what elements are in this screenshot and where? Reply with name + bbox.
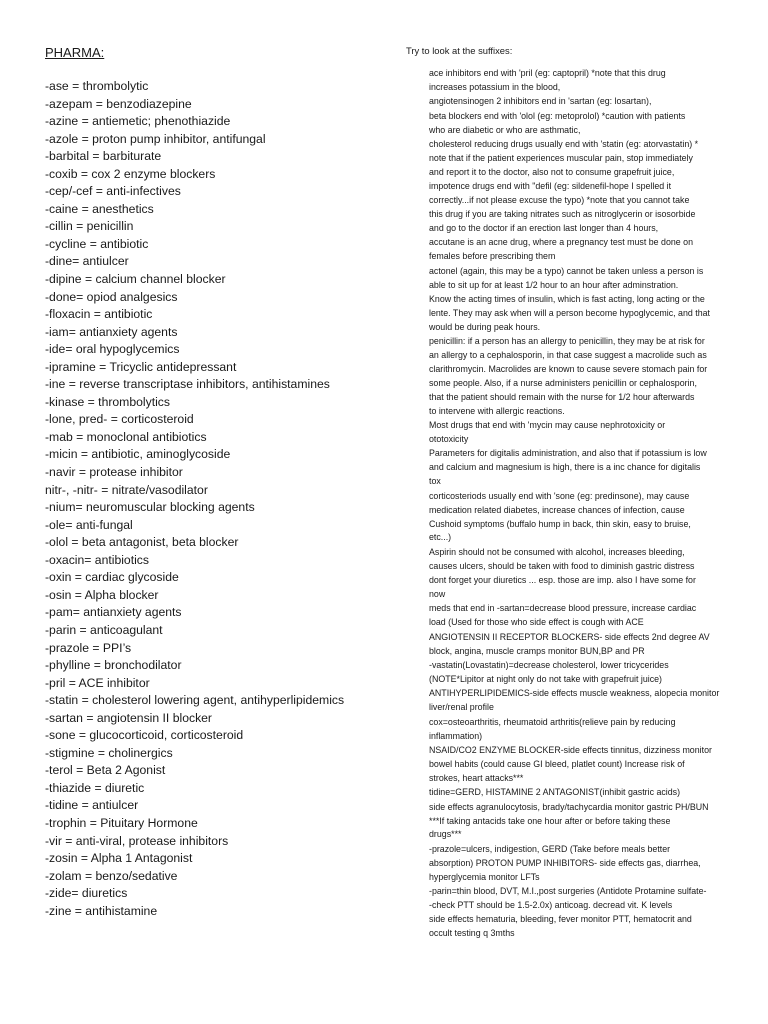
suffix-item: -statin = cholesterol lowering agent, antihyperlipidemics xyxy=(45,693,345,708)
tip-text: penicillin: if a person has an allergy to penicillin, they may be at risk for an allergy to a cephalosporin, in that case suggest a macrolide such as clarithromycin. Macrolides are known to cause severe stomach pain for some people. Also, if a nurse administers penicillin or cephalosporin, that the patient should remain with the nurse for 1/2 hour afterwards to intervene with allergic reactions. xyxy=(429,336,708,416)
suffix-item: -micin = antibiotic, aminoglycoside xyxy=(45,447,231,462)
suffix-item: -oxacin= antibiotics xyxy=(45,552,149,567)
tip-text: Most drugs that end with 'mycin may cause nephrotoxicity or ototoxicity xyxy=(429,420,666,445)
tip-text: NSAID/CO2 ENZYME BLOCKER-side effects tinnitus, dizziness monitor bowel habits (could cause GI bleed, platlet count) Increase risk of strokes, heart attacks*** xyxy=(429,745,712,783)
tip-item xyxy=(406,716,726,744)
tip-text: -prazole=ulcers, indigestion, GERD (Take before meals better absorption) PROTON PUMP INHIBITORS- side effects gas, diarrhea, hyperglycemia monitor LFTs xyxy=(429,843,701,882)
tip-text: -parin=thin blood, DVT, M.I.,post surgeries (Antidote Protamine sulfate- -check PTT should be 1.5-2.0x) anticoag. decread vit. K levels xyxy=(429,886,707,910)
tip-text: side effects hematuria, bleeding, fever monitor PTT, hematocrit and occult testing q 3mths xyxy=(429,914,692,939)
tip-item xyxy=(406,659,726,687)
page-title: PHARMA: xyxy=(45,45,105,60)
tip-text: beta blockers end with 'olol (eg: metoprolol) *caution with patients who are diabetic or who are asthmatic, xyxy=(429,110,686,135)
tip-item xyxy=(406,67,726,95)
tip-text: impotence drugs end with "defil (eg: sildenefil-hope I spelled it correctly...if not please excuse the typo) *note that you cannot take this drug if you are taking nitrates such as nitroglycerin or isosorbide and go to the doctor if an erection last longer than 4 hours, xyxy=(429,181,696,233)
suffix-item: -lone, pred- = corticosteroid xyxy=(45,412,194,427)
suffix-item: -sone = glucocorticoid, corticosteroid xyxy=(45,728,244,743)
tip-item xyxy=(406,490,726,546)
tip-text: Aspirin should not be consumed with alcohol, increases bleeding, causes ulcers, should be taken with food to diminish gastric distress xyxy=(429,546,695,571)
tip-item xyxy=(406,546,726,574)
tip-item xyxy=(406,180,726,236)
tip-text: actonel (again, this may be a typo) cannot be taken unless a person is able to sit up for at least 1/2 hour to an hour after adminstration. xyxy=(429,265,704,290)
suffix-item: -ole= anti-fungal xyxy=(45,517,133,532)
suffix-item: -sartan = angiotensin II blocker xyxy=(45,710,212,725)
suffix-item: -zolam = benzo/sedative xyxy=(45,868,178,883)
tip-text: meds that end in -sartan=decrease blood pressure, increase cardiac load (Used for those who side effect is cough with ACE xyxy=(429,603,697,628)
tip-text: accutane is an acne drug, where a pregnancy test must be done on females before prescribing them xyxy=(429,237,694,262)
suffix-item: -ide= oral hypoglycemics xyxy=(45,342,180,357)
tip-text: Know the acting times of insulin, which is fast acting, long acting or the lente. They may ask when will a person become hypoglycemic, and that would be during peak hours. xyxy=(429,294,711,332)
suffix-item: -cycline = antibiotic xyxy=(45,236,149,251)
tip-text: dont forget your diuretics ... esp. those are imp. also I have some for now xyxy=(429,575,696,600)
tips-list xyxy=(406,67,726,941)
tip-item xyxy=(406,602,726,630)
suffix-item: -zide= diuretics xyxy=(45,886,128,901)
tip-text: ANTIHYPERLIPIDEMICS-side effects muscle weakness, alopecia monitor liver/renal profile xyxy=(429,688,720,713)
suffix-item: -navir = protease inhibitor xyxy=(45,465,183,480)
tip-text: -vastatin(Lovastatin)=decrease cholesterol, lower tricycerides (NOTE*Lipitor at night only do not take with grapefruit juice) xyxy=(429,660,669,684)
suffix-item: -stigmine = cholinergics xyxy=(45,745,173,760)
suffix-item: -dine= antiulcer xyxy=(45,254,129,269)
tip-text: angiotensinogen 2 inhibitors end in 'sartan (eg: losartan), xyxy=(429,96,652,107)
suffix-item: -caine = anesthetics xyxy=(45,201,154,216)
tip-item xyxy=(406,419,726,447)
suffix-item: -dipine = calcium channel blocker xyxy=(45,272,226,287)
tip-text: cholesterol reducing drugs usually end with 'statin (eg: atorvastatin) * note that if the patient experiences muscular pain, stop immediately and report it to the doctor, also not to consume grapefruit juice, xyxy=(429,139,699,177)
suffix-item: -mab = monoclonal antibiotics xyxy=(45,429,207,444)
suffix-item: -cep/-cef = anti-infectives xyxy=(45,184,181,199)
suffix-column xyxy=(45,44,400,920)
suffix-item: -pril = ACE inhibitor xyxy=(45,675,150,690)
tip-text: corticosteriods usually end with 'sone (eg: predinsone), may cause medication related diabetes, increase chances of infection, cause Cushoid symptoms (buffalo hump in back, thin skin, easy to bruise, etc...) xyxy=(429,490,691,543)
tip-item xyxy=(406,574,726,602)
suffix-item: -azine = antiemetic; phenothiazide xyxy=(45,114,231,129)
suffix-list xyxy=(45,78,400,920)
tip-item xyxy=(406,95,726,109)
tip-text: cox=osteoarthritis, rheumatoid arthritis(relieve pain by reducing inflammation) xyxy=(429,716,676,741)
tip-text: Parameters for digitalis administration, and also that if potassium is low and calcium and magnesium is high, there is a inc chance for digitalis tox xyxy=(429,448,707,487)
tip-item xyxy=(406,801,726,843)
tips-column xyxy=(406,44,726,942)
tip-item xyxy=(406,631,726,659)
suffix-item: -terol = Beta 2 Agonist xyxy=(45,763,166,778)
suffix-item: -coxib = cox 2 enzyme blockers xyxy=(45,166,216,181)
suffix-item: -oxin = cardiac glycoside xyxy=(45,570,179,585)
suffix-item: -parin = anticoagulant xyxy=(45,622,163,637)
suffix-item: -zosin = Alpha 1 Antagonist xyxy=(45,851,193,866)
suffix-item: -ine = reverse transcriptase inhibitors, antihistamines xyxy=(45,377,330,392)
tip-item xyxy=(406,687,726,715)
tip-item xyxy=(406,885,726,913)
tip-item xyxy=(406,236,726,264)
suffix-item: -kinase = thrombolytics xyxy=(45,394,170,409)
suffix-item: -ase = thrombolytic xyxy=(45,79,149,93)
suffix-item: -nium= neuromuscular blocking agents xyxy=(45,500,255,515)
tip-item xyxy=(406,447,726,489)
suffix-item: -vir = anti-viral, protease inhibitors xyxy=(45,833,229,848)
tip-item xyxy=(406,335,726,418)
suffix-item: -tidine = antiulcer xyxy=(45,798,139,813)
tip-text: ANGIOTENSIN II RECEPTOR BLOCKERS- side effects 2nd degree AV block, angina, muscle cramps monitor BUN,BP and PR xyxy=(429,631,710,656)
tip-item xyxy=(406,138,726,180)
suffix-item: -prazole = PPI’s xyxy=(45,640,132,655)
tip-text: tidine=GERD, HISTAMINE 2 ANTAGONIST(inhibit gastric acids) xyxy=(429,787,681,798)
suffix-item: -barbital = barbiturate xyxy=(45,149,162,164)
tip-item xyxy=(406,110,726,138)
suffix-item: -trophin = Pituitary Hormone xyxy=(45,815,198,830)
tip-item xyxy=(406,786,726,800)
tip-item xyxy=(406,293,726,335)
suffix-item: -osin = Alpha blocker xyxy=(45,587,159,602)
suffix-item: -done= opiod analgesics xyxy=(45,289,178,304)
tips-heading: Try to look at the suffixes: xyxy=(406,45,513,56)
suffix-item: -phylline = bronchodilator xyxy=(45,658,182,673)
suffix-item: -azepam = benzodiazepine xyxy=(45,96,192,111)
tip-item xyxy=(406,265,726,293)
suffix-item: -thiazide = diuretic xyxy=(45,780,145,795)
tip-item xyxy=(406,843,726,885)
suffix-item: -zine = antihistamine xyxy=(45,903,158,918)
tip-item xyxy=(406,744,726,786)
suffix-item: nitr-, -nitr- = nitrate/vasodilator xyxy=(45,482,208,497)
suffix-item: -azole = proton pump inhibitor, antifungal xyxy=(45,131,266,146)
tip-text: side effects agranulocytosis, brady/tachycardia monitor gastric PH/BUN ***If taking antacids take one hour after or before taking these drugs*** xyxy=(429,801,709,840)
suffix-item: -floxacin = antibiotic xyxy=(45,307,153,322)
tip-text: ace inhibitors end with 'pril (eg: captopril) *note that this drug increases potassium in the blood, xyxy=(429,68,666,92)
tip-item xyxy=(406,913,726,941)
suffix-item: -iam= antianxiety agents xyxy=(45,324,178,339)
suffix-item: -ipramine = Tricyclic antidepressant xyxy=(45,359,237,374)
suffix-item: -olol = beta antagonist, beta blocker xyxy=(45,535,239,550)
suffix-item: -pam= antianxiety agents xyxy=(45,605,182,620)
suffix-item: -cillin = penicillin xyxy=(45,219,134,234)
